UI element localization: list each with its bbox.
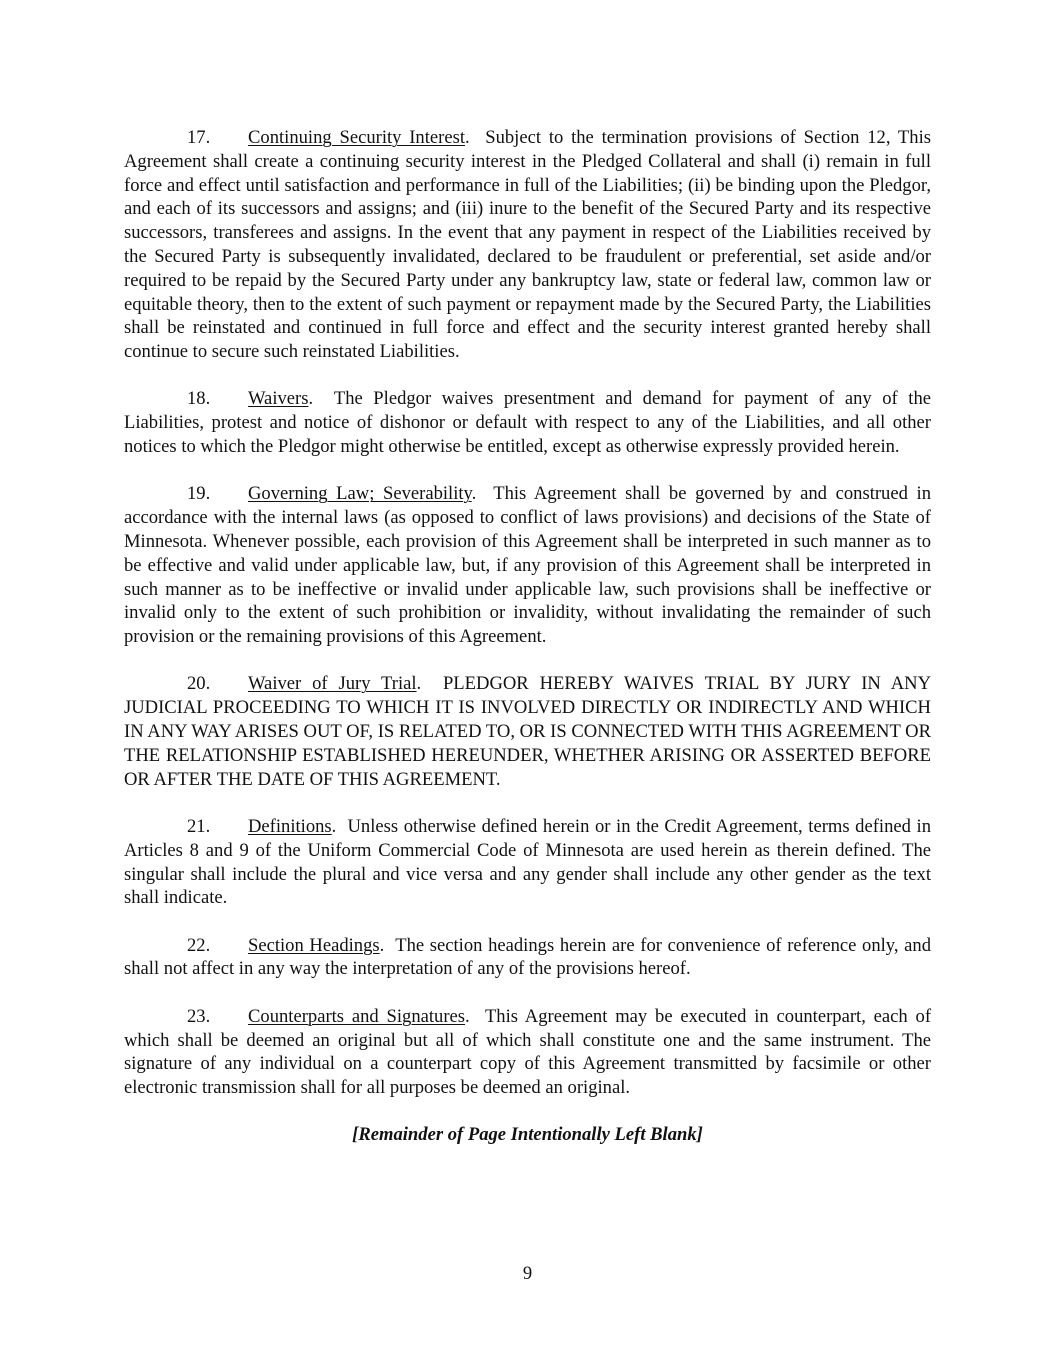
section-text: This Agreement may be executed in counterpart, each of which shall be deemed an original but all of which shall constitute one and the same instrument. The signature of any individual on a counterpart copy of this Agreement transmitted by facsimile or other electronic transmission shall for all purposes be deemed an original. <box>124 1005 932 1099</box>
section-22: 22. Section Headings. The section headings herein are for convenience of reference only, and shall not affect in any way the interpretation of any of the provisions hereof. <box>124 934 931 980</box>
section-text: The Pledgor waives presentment and demand for payment of any of the Liabilities, protest and notice of dishonor or default with respect to any of the Liabilities, and all other notices to which the Pledgor might otherwise be entitled, except as otherwise expressly provided herein. <box>124 388 931 458</box>
section-title: Waivers <box>248 388 309 410</box>
section-title: Counterparts and Signatures <box>248 1005 466 1027</box>
closing-note: [Remainder of Page Intentionally Left Blank] <box>352 1124 703 1146</box>
section-23: 23. Counterparts and Signatures. This Agreement may be executed in counterpart, each of which shall be deemed an original but all of which shall constitute one and the same instrument. The signature of any individual on a counterpart copy of this Agreement transmitted by facsimile or other electronic transmission shall for all purposes be deemed an original. <box>124 1005 932 1099</box>
section-number: 17. <box>187 127 211 148</box>
section-text: Subject to the termination provisions of Section 12, This Agreement shall create a continuing security interest in the Pledged Collateral and shall (i) remain in full force and effect until satisfaction and performance in full of the Liabilities; (ii) be binding upon the Pledgor, and each of its successors and assigns; and (iii) inure to the benefit of the Secured Party and its respective successors, transferees and assigns. In the event that any payment in respect of the Liabilities received by the Secured Party is subsequently invalidated, declared to be fraudulent or preferential, set aside and/or required to be repaid by the Secured Party under any bankruptcy law, state or federal law, common law or equitable theory, then to the extent of such payment or repayment made by the Secured Party, the Liabilities shall be reinstated and continued in full force and effect and the security interest granted hereby shall continue to secure such reinstated Liabilities. <box>124 127 931 363</box>
section-text: PLEDGOR HEREBY WAIVES TRIAL BY JURY IN ANY JUDICIAL PROCEEDING TO WHICH IT IS INVOLVED DIRECTLY OR INDIRECTLY AND WHICH IN ANY WAY ARISES OUT OF, IS RELATED TO, OR IS CONNECTED WITH THIS AGREEMENT OR THE RELATIONSHIP ESTABLISHED HEREUNDER, WHETHER ARISING OR ASSERTED BEFORE OR AFTER THE DATE OF THIS AGREEMENT. <box>124 673 931 790</box>
section-18: 18. Waivers. The Pledgor waives presentment and demand for payment of any of the Liabilities, protest and notice of dishonor or default with respect to any of the Liabilities, and all other notices to which the Pledgor might otherwise be entitled, except as otherwise expressly provided herein. <box>124 388 931 458</box>
section-text: This Agreement shall be governed by and construed in accordance with the internal laws (as opposed to conflict of laws provisions) and decisions of the State of Minnesota. Whenever possible, each provision of this Agreement shall be interpreted in such manner as to be effective and valid under applicable law, but, if any provision of this Agreement shall be interpreted in such manner as to be ineffective or invalid under applicable law, such provisions shall be ineffective or invalid only to the extent of such prohibition or invalidity, without invalidating the remainder of such provision or the remaining provisions of this Agreement. <box>124 483 931 648</box>
section-text: Unless otherwise defined herein or in the Credit Agreement, terms defined in Articles 8 and 9 of the Uniform Commercial Code of Minnesota are used herein as therein defined. The singular shall include the plural and vice versa and any gender shall include any other gender as the text shall indicate. <box>124 815 931 909</box>
section-title: Governing Law; Severability <box>248 483 472 505</box>
section-number: 23. <box>187 1005 211 1027</box>
section-title: Continuing Security Interest <box>248 127 465 148</box>
section-text: The section headings herein are for convenience of reference only, and shall not affect in any way the interpretation of any of the provisions hereof. <box>124 934 931 980</box>
section-19: 19. Governing Law; Severability. This Agreement shall be governed by and construed in accordance with the internal laws (as opposed to conflict of laws provisions) and decisions of the State of Minnesota. Whenever possible, each provision of this Agreement shall be interpreted in such manner as to be effective and valid under applicable law, but, if any provision of this Agreement shall be interpreted in such manner as to be ineffective or invalid under applicable law, such provisions shall be ineffective or invalid only to the extent of such prohibition or invalidity, without invalidating the remainder of such provision or the remaining provisions of this Agreement. <box>124 483 931 648</box>
section-number: 22. <box>187 934 211 956</box>
section-title: Waiver of Jury Trial <box>248 673 417 695</box>
page-number: 9 <box>522 1263 533 1284</box>
section-20: 20. Waiver of Jury Trial. PLEDGOR HEREBY WAIVES TRIAL BY JURY IN ANY JUDICIAL PROCEEDING TO WHICH IT IS INVOLVED DIRECTLY OR INDIRECTLY AND WHICH IN ANY WAY ARISES OUT OF, IS RELATED TO, OR IS CONNECTED WITH THIS AGREEMENT OR THE RELATIONSHIP ESTABLISHED HEREUNDER, WHETHER ARISING OR ASSERTED BEFORE OR AFTER THE DATE OF THIS AGREEMENT. <box>124 673 931 790</box>
section-title: Section Headings <box>248 934 380 956</box>
document-body <box>124 126 931 1147</box>
section-number: 20. <box>187 673 211 695</box>
section-number: 21. <box>187 815 211 837</box>
section-number: 19. <box>187 483 211 505</box>
section-21: 21. Definitions. Unless otherwise defined herein or in the Credit Agreement, terms defined in Articles 8 and 9 of the Uniform Commercial Code of Minnesota are used herein as therein defined. The singular shall include the plural and vice versa and any gender shall include any other gender as the text shall indicate. <box>124 815 931 909</box>
section-number: 18. <box>187 388 211 410</box>
section-title: Definitions <box>248 815 332 837</box>
section-17: 17. Continuing Security Interest. Subject to the termination provisions of Section 12, This Agreement shall create a continuing security interest in the Pledged Collateral and shall (i) remain in full force and effect until satisfaction and performance in full of the Liabilities; (ii) be binding upon the Pledgor, and each of its successors and assigns; and (iii) inure to the benefit of the Secured Party and its respective successors, transferees and assigns. In the event that any payment in respect of the Liabilities received by the Secured Party is subsequently invalidated, declared to be fraudulent or preferential, set aside and/or required to be repaid by the Secured Party under any bankruptcy law, state or federal law, common law or equitable theory, then to the extent of such payment or repayment made by the Secured Party, the Liabilities shall be reinstated and continued in full force and effect and the security interest granted hereby shall continue to secure such reinstated Liabilities. <box>124 127 931 363</box>
